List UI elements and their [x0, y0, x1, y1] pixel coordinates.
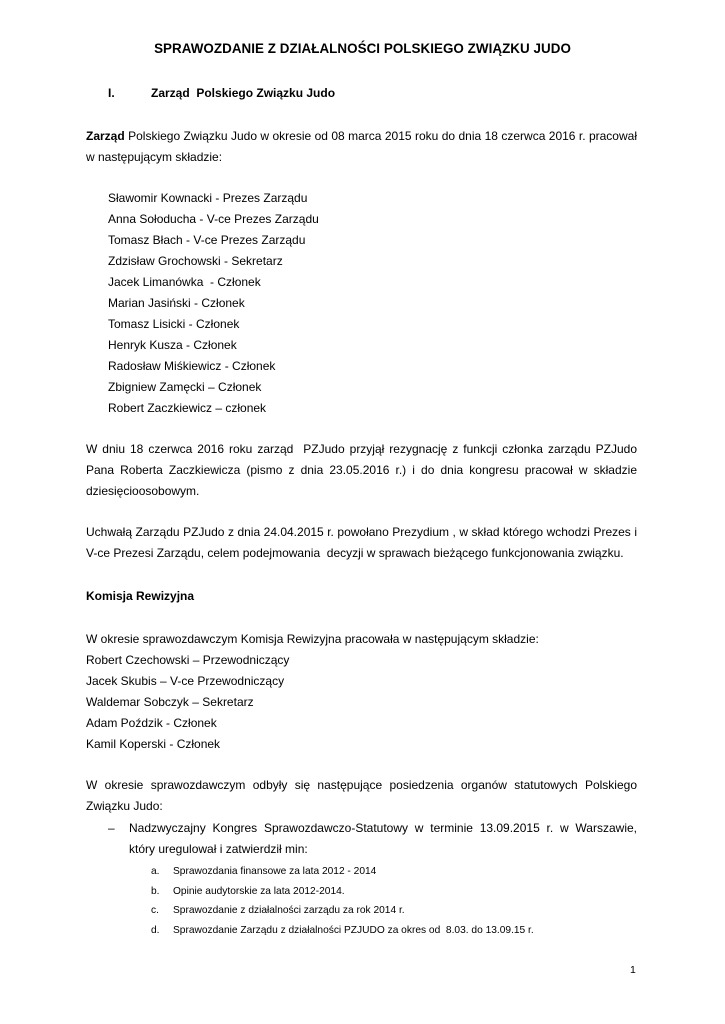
- list-item: Robert Zaczkiewicz – członek: [108, 401, 267, 415]
- section-number: I.: [108, 86, 115, 100]
- list-item: [151, 901, 534, 921]
- item-letter: b.: [151, 885, 160, 897]
- congress-text: Nadzwyczajny Kongres Sprawozdawczo-Statutowy w terminie 13.09.2015 r. w Warszawie, który uregulował i zatwierdził min:: [129, 821, 637, 856]
- item-text: Opinie audytorskie za lata 2012-2014.: [173, 885, 345, 897]
- list-item: [151, 921, 534, 941]
- section-heading: [108, 86, 335, 100]
- list-item: Sławomir Kownacki - Prezes Zarządu: [108, 191, 308, 205]
- item-letter: c.: [151, 905, 159, 916]
- item-text: Sprawozdanie z działalności zarządu za rok 2014 r.: [173, 905, 405, 916]
- list-item: Robert Czechowski – Przewodniczący: [86, 653, 290, 667]
- audit-heading: Komisja Rewizyjna: [86, 589, 195, 603]
- dash-bullet: –: [108, 821, 115, 835]
- section-title: Zarząd Polskiego Związku Judo: [151, 86, 336, 100]
- resignation-paragraph: W dniu 18 czerwca 2016 roku zarząd PZJudo przyjął rezygnację z funkcji członka zarządu PZJudo Pana Roberta Zaczkiewicza (pismo z dnia 23.05.2016 r.) i do dnia kongresu pracował w składzie dziesięcioosobowym.: [86, 442, 641, 498]
- list-item: Zdzisław Grochowski - Sekretarz: [108, 254, 283, 268]
- list-item: Waldemar Sobczyk – Sekretarz: [86, 695, 254, 709]
- presidium-paragraph: Uchwałą Zarządu PZJudo z dnia 24.04.2015 r. powołano Prezydium , w skład którego wchodzi Prezes i V-ce Prezesi Zarządu, celem podejmowania decyzji w sprawach bieżącego funkcjonowania związku.: [86, 525, 641, 560]
- congress-sublist: [151, 862, 534, 940]
- page-title: SPRAWOZDANIE Z DZIAŁALNOŚCI POLSKIEGO ZWIĄZKU JUDO: [154, 41, 571, 56]
- list-item: Tomasz Lisicki - Członek: [108, 317, 240, 331]
- list-item: Radosław Miśkiewicz - Członek: [108, 359, 276, 373]
- intro-paragraph: [86, 126, 637, 168]
- intro-bold: Zarząd: [86, 129, 125, 143]
- item-text: Sprawozdania finansowe za lata 2012 - 2014: [173, 866, 377, 877]
- list-item: Jacek Skubis – V-ce Przewodniczący: [86, 674, 285, 688]
- item-text: Sprawozdanie Zarządu z działalności PZJUDO za okres od 8.03. do 13.09.15 r.: [173, 924, 534, 936]
- list-item: Zbigniew Zamęcki – Członek: [108, 380, 262, 394]
- list-item: Henryk Kusza - Członek: [108, 338, 237, 352]
- list-item: [151, 862, 534, 882]
- audit-intro: W okresie sprawozdawczym Komisja Rewizyjna pracowała w następującym składzie:: [86, 632, 539, 646]
- list-item: Adam Poździk - Członek: [86, 716, 217, 730]
- audit-section: [86, 629, 539, 755]
- item-letter: d.: [151, 924, 160, 936]
- list-item: Tomasz Błach - V-ce Prezes Zarządu: [108, 233, 306, 247]
- list-item: Jacek Limanówka - Członek: [108, 275, 261, 289]
- intro-text: Polskiego Związku Judo w okresie od 08 marca 2015 roku do dnia 18 czerwca 2016 r. pracował w następującym składzie:: [86, 129, 637, 164]
- list-item: Anna Sołoducha - V-ce Prezes Zarządu: [108, 212, 319, 226]
- list-item: Marian Jasiński - Członek: [108, 296, 245, 310]
- item-letter: a.: [151, 866, 160, 877]
- meetings-intro: W okresie sprawozdawczym odbyły się następujące posiedzenia organów statutowych Polskiego Związku Judo:: [86, 778, 637, 813]
- board-members-list: [108, 188, 319, 419]
- list-item: Kamil Koperski - Członek: [86, 737, 221, 751]
- list-item: [151, 882, 534, 902]
- page-number: 1: [630, 964, 636, 976]
- congress-item: [86, 818, 637, 860]
